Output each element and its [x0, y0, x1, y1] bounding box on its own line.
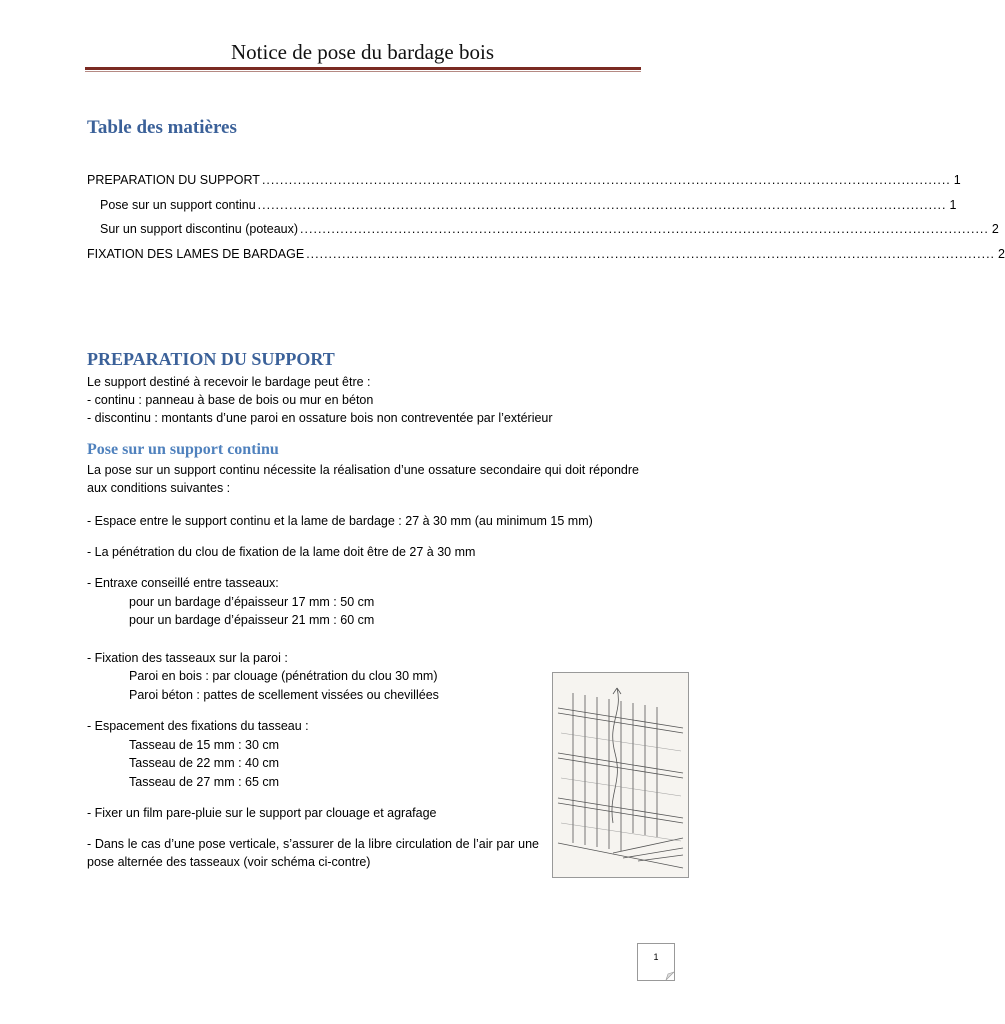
- rule-detail: Tasseau de 22 mm : 40 cm: [129, 756, 280, 770]
- rule-detail: Paroi en bois : par clouage (pénétration du clou 30 mm): [129, 669, 438, 683]
- list-item: - discontinu : montants d’une paroi en ossature bois non contreventée par l’extérieur: [87, 411, 553, 425]
- section-heading-preparation: PREPARATION DU SUPPORT: [87, 349, 335, 369]
- page-number-box: [637, 943, 675, 981]
- section-intro: Le support destiné à recevoir le bardage peut être :: [87, 375, 371, 389]
- toc-entry-label: Sur un support discontinu (poteaux): [100, 222, 299, 236]
- header-rule: [85, 67, 641, 70]
- toc-entry[interactable]: [100, 222, 999, 236]
- rule-espacement: - Espacement des fixations du tasseau :: [87, 719, 309, 733]
- toc-leader: ..........................................................................................................................................................: [257, 198, 947, 212]
- rule-fixation: - Fixation des tasseaux sur la paroi :: [87, 651, 288, 665]
- toc-entry-page: 2: [991, 222, 999, 236]
- rule-detail: pour un bardage d’épaisseur 21 mm : 60 cm: [129, 613, 375, 627]
- toc-entry-page: 1: [949, 198, 957, 212]
- page-curl-icon: [638, 944, 674, 980]
- subsection-intro: La pose sur un support continu nécessite la réalisation d’une ossature secondaire qui doit répondre aux conditions suivantes :: [87, 463, 639, 495]
- rule-film: - Fixer un film pare-pluie sur le support par clouage et agrafage: [87, 806, 437, 820]
- rule-detail: Paroi béton : pattes de scellement vissées ou chevillées: [129, 688, 439, 702]
- toc-leader: ..........................................................................................................................................................: [300, 222, 989, 236]
- list-item: - continu : panneau à base de bois ou mur en béton: [87, 393, 374, 407]
- toc-entry[interactable]: [100, 198, 957, 212]
- bardage-diagram-figure: [552, 672, 689, 878]
- rule-detail: Tasseau de 27 mm : 65 cm: [129, 775, 280, 789]
- subsection-heading-support-continu: Pose sur un support continu: [87, 441, 279, 458]
- toc-entry-page: 1: [953, 173, 961, 187]
- toc-entry[interactable]: [87, 247, 1005, 261]
- toc-entry-label: Pose sur un support continu: [100, 198, 256, 212]
- toc-entry[interactable]: [87, 173, 961, 187]
- toc-leader: ..........................................................................................................................................................: [306, 247, 996, 261]
- toc-leader: ..........................................................................................................................................................: [261, 173, 951, 187]
- page-header-title: Notice de pose du bardage bois: [230, 40, 494, 64]
- rule-detail: Tasseau de 15 mm : 30 cm: [129, 738, 280, 752]
- bardage-diagram: [553, 673, 688, 877]
- toc-entry-label: FIXATION DES LAMES DE BARDAGE: [87, 247, 305, 261]
- rule-entraxe: - Entraxe conseillé entre tasseaux:: [87, 576, 279, 590]
- toc-entry-page: 2: [998, 247, 1005, 261]
- toc-title: Table des matières: [87, 117, 237, 138]
- toc-entry-label: PREPARATION DU SUPPORT: [87, 173, 260, 187]
- rule-detail: pour un bardage d’épaisseur 17 mm : 50 cm: [129, 595, 375, 609]
- rule-espace: - Espace entre le support continu et la lame de bardage : 27 à 30 mm (au minimum 15 mm): [87, 514, 593, 528]
- page-number: 1: [653, 952, 659, 962]
- rule-verticale: - Dans le cas d’une pose verticale, s’assurer de la libre circulation de l’air par une pose alternée des tasseaux (voir schéma ci-contre): [87, 837, 539, 869]
- header-rule-thin: [85, 71, 641, 72]
- rule-penetration: - La pénétration du clou de fixation de la lame doit être de 27 à 30 mm: [87, 545, 476, 559]
